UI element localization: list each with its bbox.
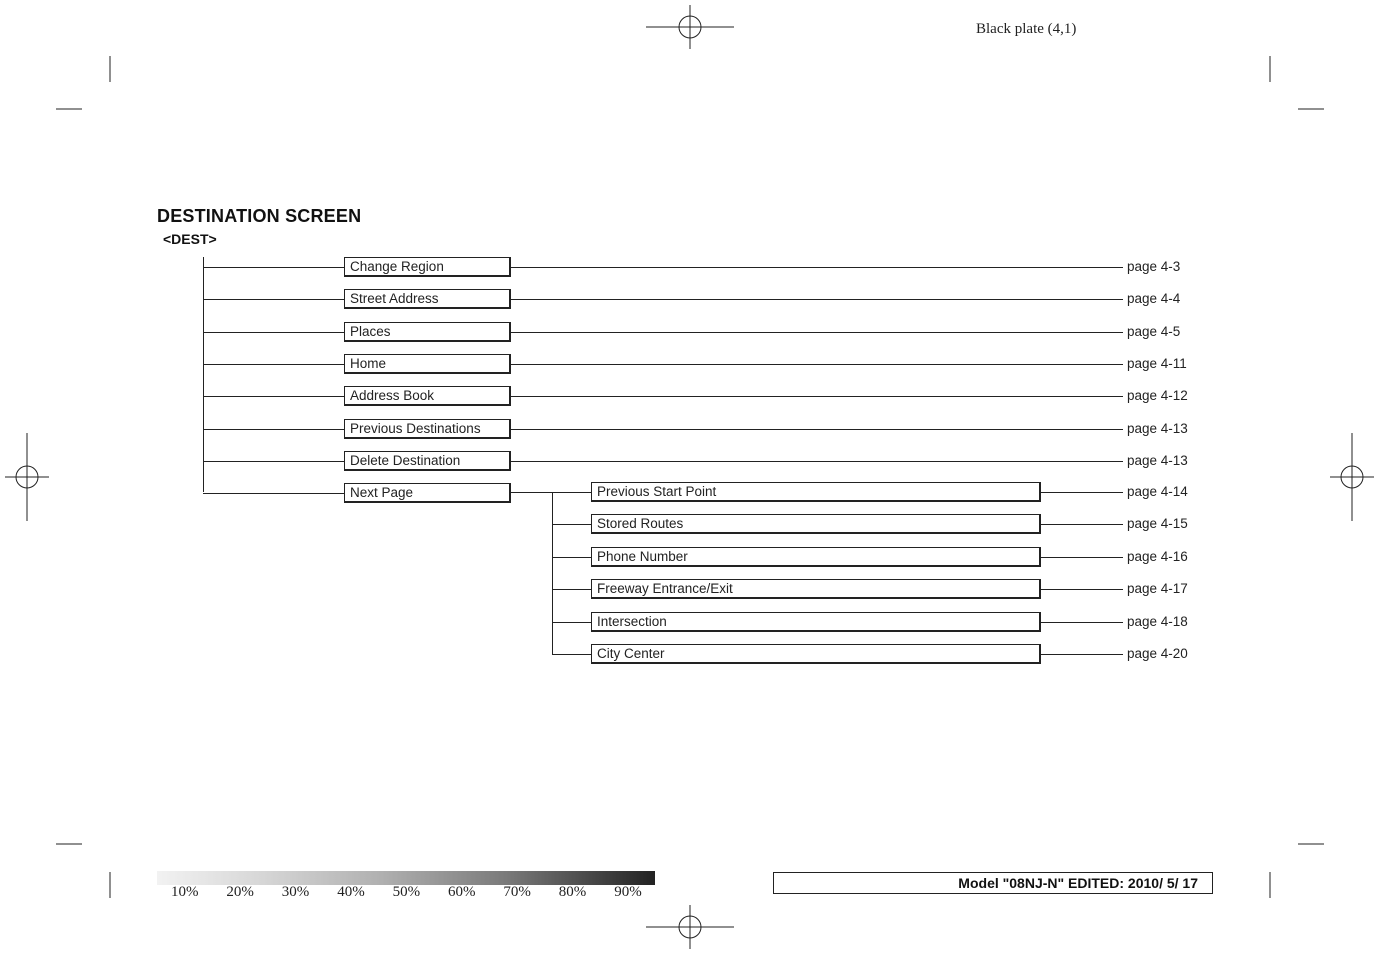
- leader-line: [511, 267, 1123, 268]
- menu-item[interactable]: Next Page: [344, 483, 511, 503]
- model-edit-box: Model "08NJ-N" EDITED: 2010/ 5/ 17: [773, 872, 1213, 894]
- leader-line: [511, 461, 1123, 462]
- sub-menu-item[interactable]: Intersection: [591, 612, 1041, 632]
- menu-item[interactable]: Change Region: [344, 257, 511, 277]
- tone-percent-label: 10%: [171, 884, 199, 900]
- leader-line: [1041, 654, 1123, 655]
- page-reference: page 4-11: [1127, 356, 1187, 371]
- page-reference: page 4-20: [1127, 646, 1188, 661]
- tone-percent-label: 90%: [614, 884, 642, 900]
- sub-menu-item[interactable]: Freeway Entrance/Exit: [591, 579, 1041, 599]
- leader-line: [1041, 589, 1123, 590]
- tone-percent-label: 50%: [392, 884, 421, 900]
- leader-line: [511, 396, 1123, 397]
- sub-branch-line: [552, 524, 591, 525]
- next-page-connector: [510, 492, 552, 493]
- menu-item[interactable]: Address Book: [344, 386, 511, 406]
- main-branch-line: [203, 493, 344, 494]
- sub-branch-line: [552, 492, 591, 493]
- main-branch-line: [203, 267, 344, 268]
- tone-percent-label: 30%: [281, 884, 310, 900]
- main-branch-line: [203, 429, 344, 430]
- page-reference: page 4-12: [1127, 388, 1188, 403]
- tone-percent-label: 20%: [226, 884, 254, 900]
- sub-branch-line: [552, 589, 591, 590]
- page-reference: page 4-15: [1127, 516, 1188, 531]
- tone-scale-bar: [157, 871, 655, 885]
- sub-branch-line: [552, 557, 591, 558]
- page-reference: page 4-13: [1127, 421, 1188, 436]
- tone-percent-label: 60%: [448, 884, 476, 900]
- page-reference: page 4-16: [1127, 549, 1188, 564]
- page-reference: page 4-17: [1127, 581, 1188, 596]
- sub-menu-item[interactable]: City Center: [591, 644, 1041, 664]
- sub-menu-item[interactable]: Stored Routes: [591, 514, 1041, 534]
- sub-branch-line: [552, 654, 591, 655]
- sub-menu-item[interactable]: Phone Number: [591, 547, 1041, 567]
- tone-percent-label: 40%: [337, 884, 365, 900]
- sub-tree-trunk: [552, 492, 553, 654]
- leader-line: [1041, 557, 1123, 558]
- section-tag: <DEST>: [163, 231, 217, 247]
- menu-item[interactable]: Previous Destinations: [344, 419, 511, 439]
- page-reference: page 4-18: [1127, 614, 1188, 629]
- page-reference: page 4-4: [1127, 291, 1181, 306]
- leader-line: [1041, 622, 1123, 623]
- menu-item[interactable]: Places: [344, 322, 511, 342]
- main-branch-line: [203, 396, 344, 397]
- sub-menu-item[interactable]: Previous Start Point: [591, 482, 1041, 502]
- leader-line: [511, 299, 1123, 300]
- main-branch-line: [203, 364, 344, 365]
- leader-line: [511, 332, 1123, 333]
- menu-item[interactable]: Street Address: [344, 289, 511, 309]
- menu-item[interactable]: Delete Destination: [344, 451, 511, 471]
- main-branch-line: [203, 299, 344, 300]
- leader-line: [511, 364, 1123, 365]
- sub-branch-line: [552, 622, 591, 623]
- tone-percent-label: 80%: [558, 884, 587, 900]
- menu-item[interactable]: Home: [344, 354, 511, 374]
- page-reference: page 4-13: [1127, 453, 1188, 468]
- leader-line: [511, 429, 1123, 430]
- leader-line: [1041, 492, 1123, 493]
- page-reference: page 4-3: [1127, 259, 1181, 274]
- main-branch-line: [203, 461, 344, 462]
- page-title: DESTINATION SCREEN: [157, 206, 362, 226]
- plate-label: Black plate (4,1): [976, 21, 1077, 37]
- leader-line: [1041, 524, 1123, 525]
- page-reference: page 4-14: [1127, 484, 1188, 499]
- tree-trunk: [203, 257, 204, 492]
- page-reference: page 4-5: [1127, 324, 1181, 339]
- tone-percent-label: 70%: [503, 884, 531, 900]
- main-branch-line: [203, 332, 344, 333]
